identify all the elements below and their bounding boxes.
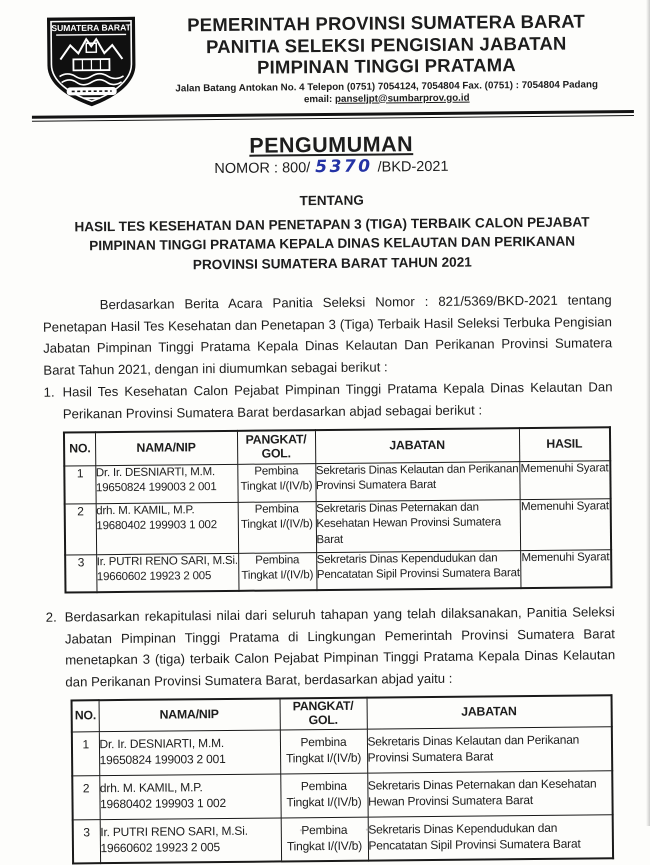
sumbar-provincial-seal-icon — [43, 15, 140, 109]
cell-no: 3 — [73, 819, 100, 863]
list-item-1-number: 1. — [43, 382, 62, 425]
cell-no: 1 — [64, 465, 95, 503]
cell-jabatan: Sekretaris Dinas Kelautan dan Perikanan Provinsi Sumatera Barat — [315, 461, 519, 501]
cell-no: 2 — [72, 775, 99, 819]
cell-no: 2 — [65, 503, 96, 554]
title-block — [14, 128, 649, 276]
table1-header-jabatan: JABATAN — [315, 428, 519, 463]
table1-header-nama: NAMA/NIP — [95, 431, 237, 465]
list-item-2-text: Berdasarkan rekapitulasi nilai dari seluruh tahapan yang telah dilaksanakan, Panitia Seleksi Jabatan Pimpinan Tinggi Pratama di Lingkungan Pemerintah Provinsi Sumatera Barat menetapkan 3 (tiga) terbaik Calon Pejabat Pimpinan Tinggi Pratama Kepala Dinas Kelautan dan Perikanan Provinsi Sumatera Barat, berdasarkan abjad yaitu : — [65, 601, 616, 692]
cell-nama-nip — [96, 553, 238, 592]
document-body — [0, 128, 650, 865]
cell-pangkat: Pembina Tingkat I/(IV/b) — [237, 463, 315, 502]
table2-header-pangkat: PANGKAT/ GOL. — [280, 698, 367, 730]
nama: Ir. PUTRI RENO SARI, M.Si. — [97, 553, 238, 570]
table1-header-row — [64, 427, 610, 465]
table2-row — [72, 726, 612, 775]
number-prefix: NOMOR : 800/ — [214, 160, 310, 177]
letterhead-divider — [32, 110, 634, 122]
table2-row — [72, 770, 612, 819]
list-item-2 — [46, 601, 616, 692]
org-name-line2: PANITIA SELEKSI PENGISIAN JABATAN — [147, 32, 625, 58]
announcement-subject: HASIL TES KESEHATAN DAN PENETAPAN 3 (TIGA) TERBAIK CALON PEJABAT PIMPINAN TINGGI PRATAMA KEPALA DINAS KELAUTAN DAN PERIKANAN PROVINSI SUMATERA BARAT TAHUN 2021 — [15, 211, 650, 276]
table1-header-pangkat: PANGKAT/ GOL. — [237, 430, 315, 464]
table2-header-nama: NAMA/NIP — [99, 698, 280, 731]
cell-pangkat: Pembina Tingkat I/(IV/b) — [281, 817, 368, 862]
org-name-line1: PEMERINTAH PROVINSI SUMATERA BARAT — [147, 10, 625, 36]
table1-row — [64, 460, 610, 503]
cell-no: 1 — [72, 731, 99, 775]
letterhead-address: Jalan Batang Antokan No. 4 Telepon (0751) 7054124, 7054804 Fax. (0751) : 7054804 Padang — [148, 79, 626, 96]
cell-pangkat: Pembina Tingkat I/(IV/b) — [280, 729, 367, 774]
email-address: panseljpt@sumbarprov.go.id — [335, 92, 470, 104]
list-item-1 — [43, 376, 612, 424]
cell-nama-nip — [100, 817, 281, 863]
table1-row — [65, 498, 611, 554]
list-item-1-text: Hasil Tes Kesehatan Calon Pejabat Pimpinan Tinggi Pratama Kepala Dinas Kelautan Dan Perikanan Provinsi Sumatera Barat berdasarkan abjad sebagai berikut : — [62, 376, 612, 424]
letterhead-text — [147, 10, 626, 107]
table1-header-no: NO. — [64, 432, 95, 465]
table2-header-jabatan: JABATAN — [367, 695, 612, 728]
table1-row — [65, 549, 611, 592]
nip: 19660602 19923 2 005 — [100, 838, 280, 856]
nip: 19650824 199003 2 001 — [96, 480, 237, 497]
cell-jabatan: Sekretaris Dinas Kelautan dan Perikanan Provinsi Sumatera Barat — [367, 726, 612, 772]
table2-header-no: NO. — [72, 700, 99, 731]
nama: drh. M. KAMIL, M.P. — [96, 502, 237, 519]
cell-jabatan: Sekretaris Dinas Kependudukan dan Pencatatan Sipil Provinsi Sumatera Barat — [316, 550, 520, 590]
table1-header-hasil: HASIL — [519, 427, 610, 461]
list-item-2-number: 2. — [46, 607, 66, 693]
nama: Dr. Ir. DESNIARTI, M.M. — [99, 734, 279, 752]
email-label: email: — [304, 93, 332, 104]
cell-jabatan: Sekretaris Dinas Kependudukan dan Pencatatan Sipil Provinsi Sumatera Barat — [368, 814, 613, 860]
handwritten-number: 5370 — [315, 156, 373, 177]
cell-hasil: Memenuhi Syarat — [520, 498, 611, 550]
cell-jabatan: Sekretaris Dinas Peternakan dan Kesehatan Hewan Provinsi Sumatera Barat — [316, 499, 520, 552]
seal-text: SUMATERA BARAT — [51, 22, 131, 33]
cell-hasil: Memenuhi Syarat — [519, 460, 610, 499]
announcement-title: PENGUMUMAN — [14, 128, 648, 160]
letterhead — [0, 0, 648, 109]
cell-nama-nip — [99, 729, 280, 775]
cell-jabatan: Sekretaris Dinas Peternakan dan Kesehatan Hewan Provinsi Sumatera Barat — [367, 770, 612, 816]
cell-nama-nip — [95, 464, 237, 503]
nip: 19680402 199903 1 002 — [96, 518, 237, 535]
cell-no: 3 — [65, 554, 96, 592]
org-name-line3: PIMPINAN TINGGI PRATAMA — [147, 53, 625, 79]
cell-pangkat: Pembina Tingkat I/(IV/b) — [238, 501, 316, 553]
nama: Dr. Ir. DESNIARTI, M.M. — [96, 464, 237, 481]
cell-pangkat: Pembina Tingkat I/(IV/b) — [238, 552, 316, 591]
cell-hasil: Memenuhi Syarat — [520, 549, 611, 588]
cell-nama-nip — [96, 502, 238, 554]
tentang-label: TENTANG — [15, 189, 649, 210]
table2-header-row — [72, 695, 612, 731]
nip: 19660602 19923 2 005 — [97, 569, 238, 586]
nip: 19650824 199003 2 001 — [100, 750, 280, 768]
nama: Ir. PUTRI RENO SARI, M.Si. — [100, 822, 280, 840]
opening-paragraph: Berdasarkan Berita Acara Panitia Seleksi Nomor : 821/5369/BKD-2021 tentang Penetapan Hasil Tes Kesehatan dan Penetapan 3 (Tiga) Terbaik Hasil Seleksi Terbuka Pengisian Jabatan Pimpinan Tinggi Pratama Kepala Dinas Kelautan Dan Perikanan Provinsi Sumatera Barat Tahun 2021, dengan ini diumumkan sebagai berikut : — [43, 289, 613, 380]
health-test-result-table — [63, 426, 613, 593]
top-three-candidates-table — [71, 694, 615, 864]
nama: drh. M. KAMIL, M.P. — [100, 778, 280, 796]
cell-pangkat: Pembina Tingkat I/(IV/b) — [280, 773, 367, 818]
number-suffix: /BKD-2021 — [377, 158, 448, 175]
nip: 19680402 199903 1 002 — [100, 794, 280, 812]
cell-nama-nip — [99, 773, 280, 819]
